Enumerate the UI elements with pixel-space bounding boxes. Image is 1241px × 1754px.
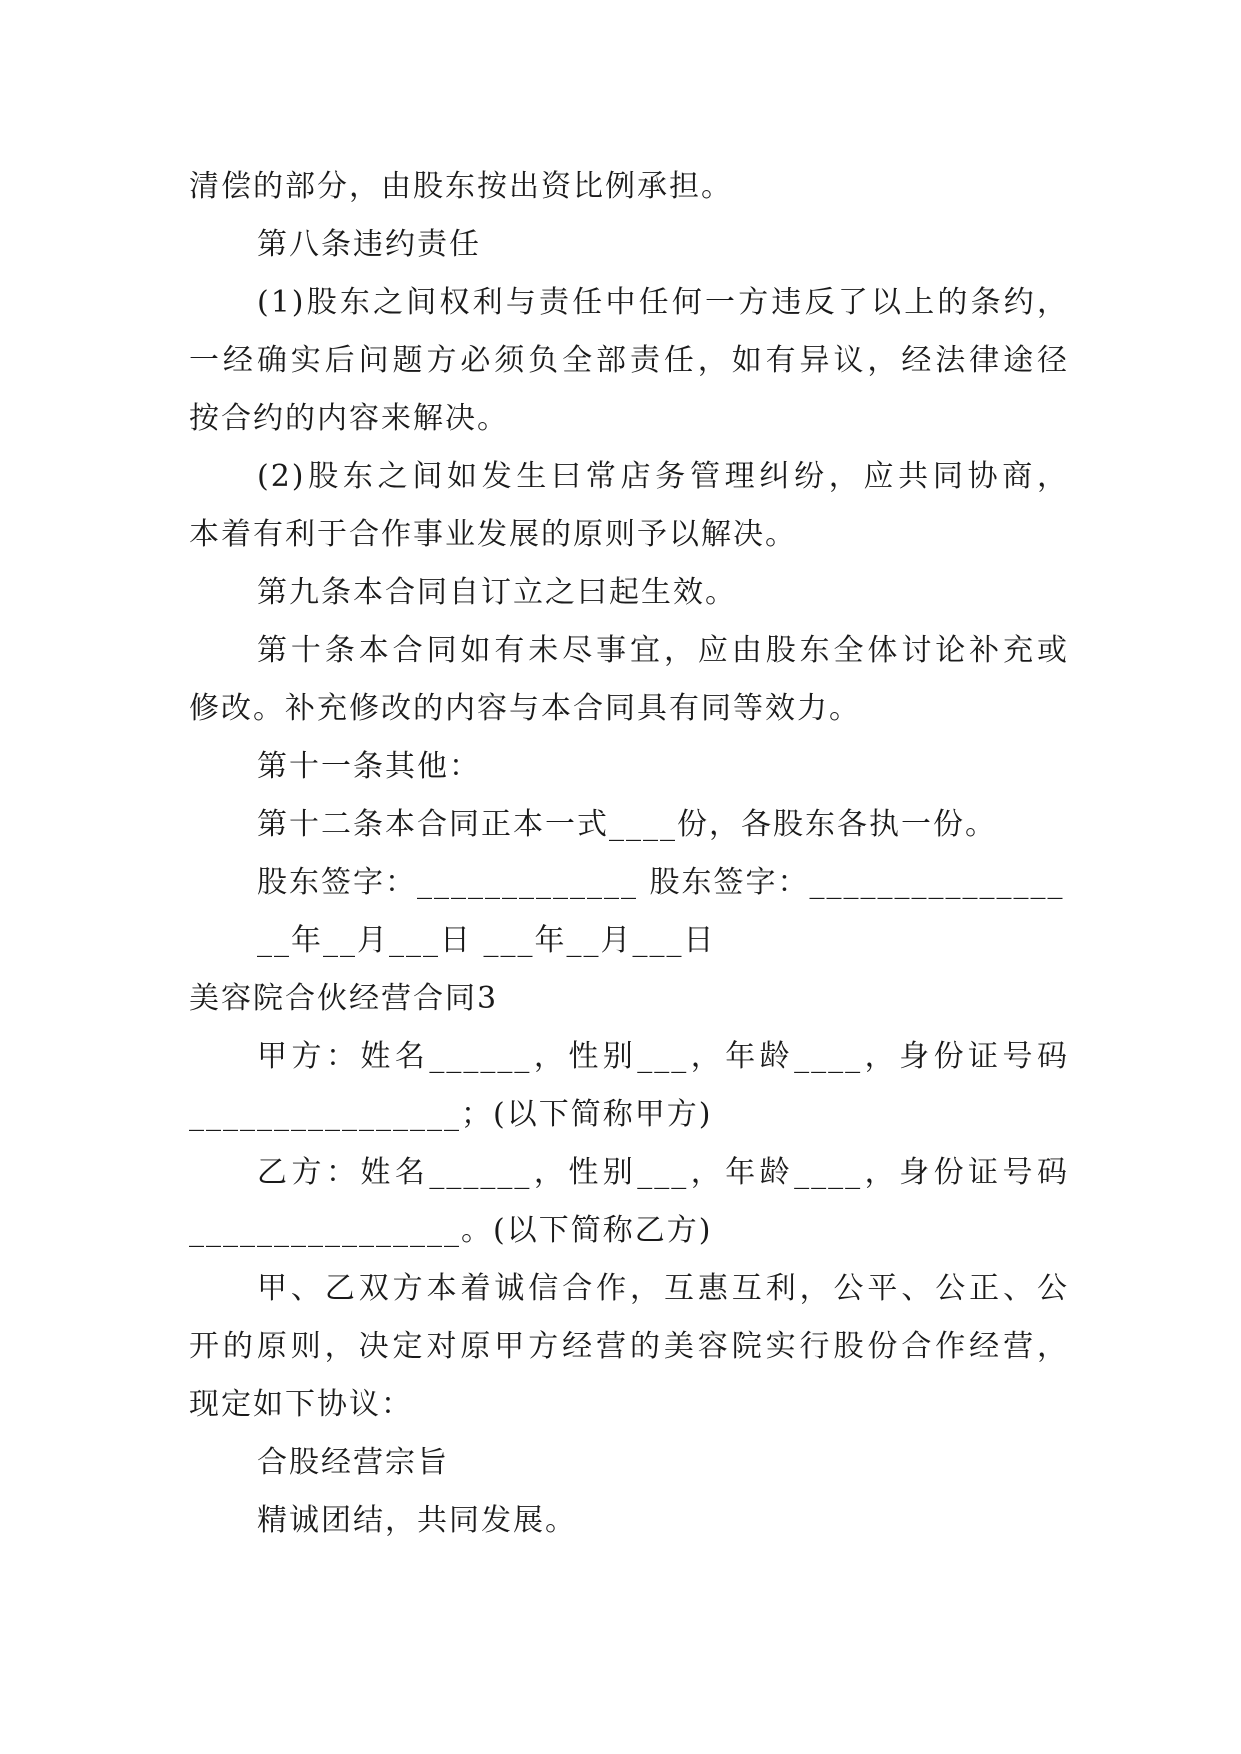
section-title: 美容院合伙经营合同3 [189,981,499,1016]
paragraph-line: 甲、乙双方本着诚信合作，互惠互利，公平、公正、公 [257,1271,1069,1306]
party-a-id-line: ________________；(以下简称甲方) [189,1097,713,1132]
article-9: 第九条本合同自订立之曰起生效。 [257,575,737,610]
date-line: __年__月___日 ___年__月___日 [257,923,716,958]
paragraph-line: 精诚团结，共同发展。 [257,1503,577,1538]
paragraph-line: 清偿的部分，由股东按出资比例承担。 [189,169,733,204]
paragraph-line: (2)股东之间如发生曰常店务管理纠纷，应共同协商， [257,459,1069,494]
article-11: 第十一条其他： [257,749,481,784]
subsection-heading: 合股经营宗旨 [257,1445,449,1480]
paragraph-line: 修改。补充修改的内容与本合同具有同等效力。 [189,691,861,726]
paragraph-line: 按合约的内容来解决。 [189,401,509,436]
party-b-line: 乙方：姓名______，性别___，年龄____，身份证号码 [257,1155,1069,1190]
paragraph-line: 现定如下协议： [189,1387,413,1422]
signature-line: 股东签字：_____________ 股东签字：_______________ [257,865,1065,900]
paragraph-line: 第十条本合同如有未尽事宜，应由股东全体讨论补充或 [257,633,1069,668]
document-body [189,158,1069,1550]
paragraph-line: 一经确实后问题方必须负全部责任，如有异议，经法律途径 [189,343,1069,378]
paragraph-line: 本着有利于合作事业发展的原则予以解决。 [189,517,797,552]
party-a-line: 甲方：姓名______，性别___，年龄____，身份证号码 [257,1039,1069,1074]
paragraph-line: (1)股东之间权利与责任中任何一方违反了以上的条约， [257,285,1069,320]
paragraph-line: 开的原则，决定对原甲方经营的美容院实行股份合作经营， [189,1329,1069,1364]
party-b-id-line: ________________。(以下简称乙方) [189,1213,713,1248]
article-8-heading: 第八条违约责任 [257,227,481,262]
article-12: 第十二条本合同正本一式____份，各股东各执一份。 [257,807,997,842]
